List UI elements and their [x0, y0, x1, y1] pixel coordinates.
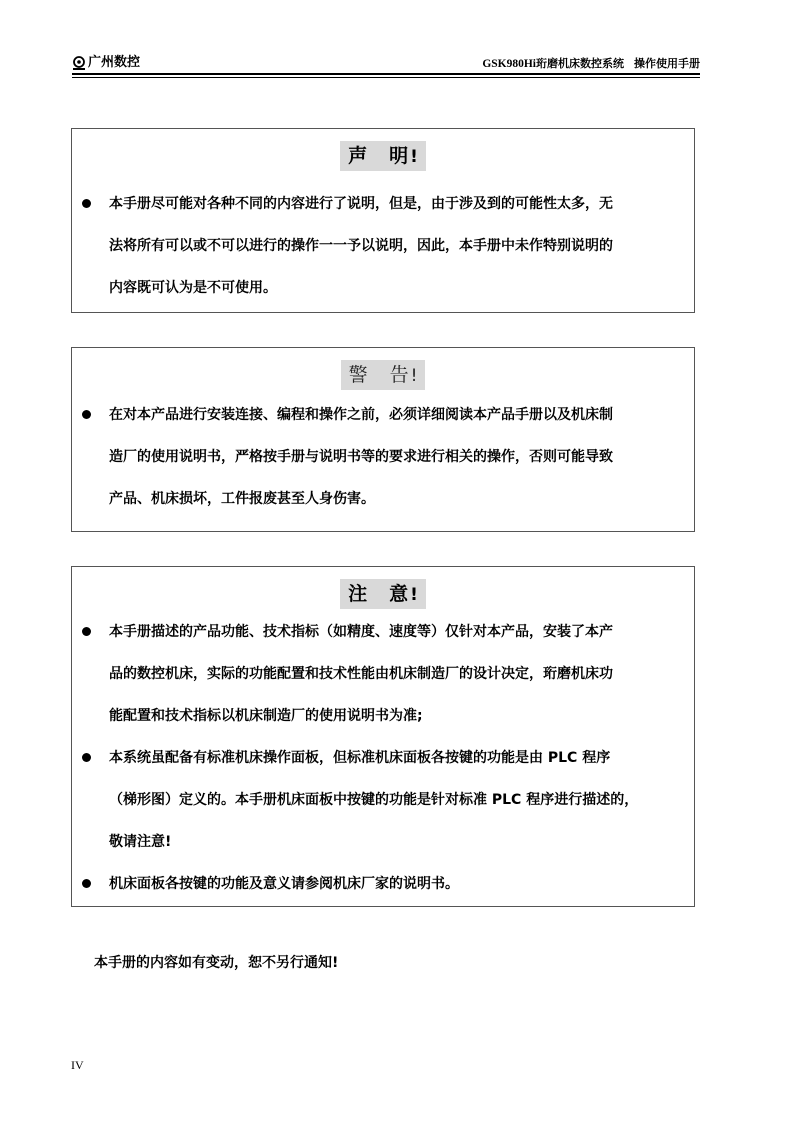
header-model: GSK980Hi — [482, 58, 536, 70]
header-title — [482, 57, 700, 71]
bullet-dot — [82, 410, 91, 419]
statement-title — [340, 141, 426, 171]
warning-title-char-1: 警 — [348, 364, 368, 386]
caution-title-char-2: 意 — [389, 583, 409, 605]
warning-item — [72, 394, 694, 520]
company-logo — [72, 56, 140, 70]
caution-title-bang: ! — [410, 585, 418, 605]
text-line: 能配置和技术指标以机床制造厂的使用说明书为准; — [109, 708, 423, 724]
text-line: 造厂的使用说明书，严格按手册与说明书等的要求进行相关的操作，否则可能导致 — [109, 449, 613, 465]
bullet-dot — [82, 199, 91, 208]
statement-box — [71, 128, 695, 313]
text-line: 在对本产品进行安装连接、编程和操作之前，必须详细阅读本产品手册以及机床制 — [109, 407, 613, 423]
bullet-dot — [82, 627, 91, 636]
text-line: 法将所有可以或不可以进行的操作一一予以说明，因此，本手册中未作特别说明的 — [109, 238, 613, 254]
text-line: 敬请注意! — [109, 834, 172, 850]
caution-item — [72, 611, 694, 737]
header-rule-thick — [72, 73, 700, 75]
caution-title-char-1: 注 — [348, 583, 368, 605]
logo-text: 广州数控 — [88, 55, 141, 70]
page-number: IV — [71, 1058, 84, 1072]
header-product: 珩磨机床数控系统 — [536, 57, 624, 70]
header-rule-thin — [72, 77, 700, 78]
caution-box — [71, 566, 695, 907]
change-notice: 本手册的内容如有变动，恕不另行通知! — [94, 955, 339, 971]
header-doc-title: 操作使用手册 — [634, 57, 700, 70]
text-line: 机床面板各按键的功能及意义请参阅机床厂家的说明书。 — [109, 876, 459, 892]
warning-title — [341, 360, 426, 390]
caution-item — [72, 737, 694, 863]
statement-item — [72, 183, 694, 309]
bullet-dot — [82, 753, 91, 762]
statement-title-char-1: 声 — [348, 145, 368, 167]
text-line: 内容既可认为是不可使用。 — [109, 280, 277, 296]
text-line: （梯形图）定义的。本手册机床面板中按键的功能是针对标准 PLC 程序进行描述的， — [109, 792, 639, 808]
caution-title — [340, 579, 426, 609]
text-line: 本手册尽可能对各种不同的内容进行了说明，但是，由于涉及到的可能性太多，无 — [109, 196, 613, 212]
text-line: 本手册描述的产品功能、技术指标（如精度、速度等）仅针对本产品，安装了本产 — [109, 624, 613, 640]
text-line: 本系统虽配备有标准机床操作面板，但标准机床面板各按键的功能是由 PLC 程序 — [109, 750, 611, 766]
warning-title-char-2: 告 — [389, 364, 409, 386]
gsk-logo-icon — [72, 56, 86, 70]
statement-title-bang: ! — [410, 147, 418, 167]
bullet-dot — [82, 879, 91, 888]
statement-title-char-2: 明 — [389, 145, 409, 167]
warning-title-bang: ! — [410, 366, 418, 386]
caution-item — [72, 863, 694, 905]
text-line: 产品、机床损坏，工件报废甚至人身伤害。 — [109, 491, 375, 507]
warning-box — [71, 347, 695, 532]
text-line: 品的数控机床，实际的功能配置和技术性能由机床制造厂的设计决定，珩磨机床功 — [109, 666, 613, 682]
